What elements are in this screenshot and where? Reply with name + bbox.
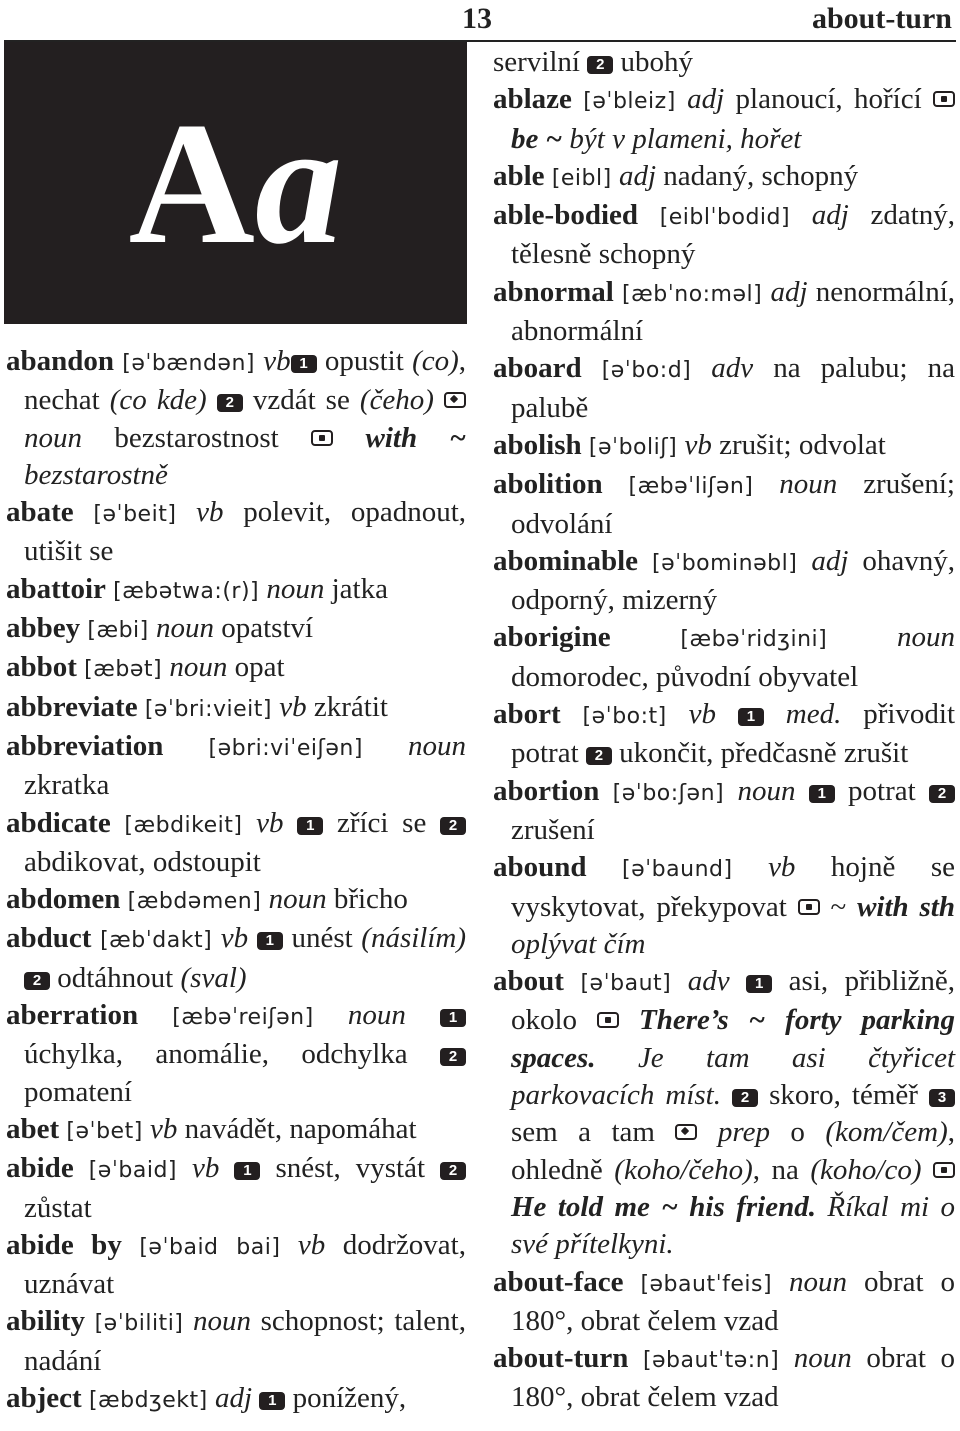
- sense-number: 2: [440, 1162, 466, 1180]
- right-column: [493, 44, 955, 1417]
- part-of-speech: noun: [266, 572, 325, 605]
- part-of-speech: noun: [24, 421, 82, 454]
- headword: about-turn: [493, 1342, 629, 1375]
- definition-text: zkrátit: [306, 690, 388, 723]
- part-of-speech: adj: [811, 544, 849, 577]
- definition-text: planoucí, hořící: [724, 83, 933, 116]
- definition-text: polevit, opadnout, utišit se: [24, 496, 467, 568]
- definition-text: jatka: [324, 572, 388, 605]
- definition-text: domorodec, původní obyvatel: [511, 660, 859, 693]
- pronunciation: [əˈbaut]: [580, 971, 672, 997]
- definition-text: [252, 1382, 259, 1414]
- pronunciation: [əˈbo:t]: [582, 704, 667, 730]
- part-of-speech: adj: [215, 1382, 253, 1415]
- headword: able: [493, 159, 545, 192]
- dictionary-entry: [493, 197, 955, 274]
- definition-text: ohavný, odporný, mizerný: [511, 544, 955, 617]
- part-of-speech: noun: [408, 729, 467, 762]
- definition-text: [219, 1152, 234, 1184]
- definition-text: [207, 384, 217, 416]
- example-translation: oplývat čím: [511, 927, 646, 960]
- part-of-speech: vb: [297, 1228, 326, 1261]
- dictionary-entry: [493, 350, 955, 427]
- pronunciation: [æbˈno:məl]: [622, 281, 763, 307]
- definition-text: abdikovat, odstoupit: [24, 845, 261, 878]
- part-of-speech: noun: [793, 1342, 852, 1375]
- dictionary-entry: [6, 1380, 466, 1419]
- dictionary-entry: [6, 728, 466, 805]
- definition-text: [922, 1154, 933, 1186]
- pronunciation: [æbi]: [87, 618, 149, 644]
- sense-number: 1: [746, 975, 772, 993]
- headword: abate: [6, 496, 74, 529]
- pronunciation: [æbəˈreiʃən]: [172, 1005, 314, 1031]
- definition-text: servilní: [493, 46, 588, 78]
- definition-text: obrat o 180°, obrat čelem vzad: [511, 1342, 956, 1414]
- part-of-speech: adj: [687, 83, 725, 116]
- pronunciation: [əˈbeit]: [93, 502, 177, 528]
- definition-text: obrat o 180°, obrat čelem vzad: [511, 1265, 955, 1337]
- pronunciation: [əbri:viˈeiʃən]: [208, 735, 363, 761]
- definition-text: ubohý: [613, 46, 693, 78]
- definition-text: ~: [819, 890, 858, 923]
- definition-text: zrušení; odvolání: [511, 468, 955, 540]
- part-of-speech: noun: [897, 621, 956, 654]
- dictionary-entry: [493, 543, 955, 620]
- dictionary-entry: [493, 158, 955, 197]
- usage-note: (koho/čeho): [614, 1153, 753, 1186]
- definition-text: zkratka: [24, 769, 110, 802]
- headword: abide: [6, 1152, 74, 1185]
- headword: abound: [493, 851, 587, 884]
- example-translation: Je tam asi čtyřicet parkovacích míst.: [511, 1041, 956, 1112]
- dictionary-entry: [493, 427, 955, 466]
- example-translation: bezstarostně: [24, 458, 168, 491]
- headword: abortion: [493, 774, 600, 807]
- dictionary-entry: [493, 619, 955, 696]
- headword: abide by: [6, 1228, 122, 1261]
- headword: abdomen: [6, 883, 121, 916]
- dictionary-entry: [6, 689, 466, 728]
- pronunciation: [əˈbo:ʃən]: [612, 780, 725, 806]
- headword: abolish: [493, 428, 582, 461]
- definition-text: , ohledně: [511, 1116, 956, 1186]
- definition-text: hojně se vyskytovat, překypovat: [511, 851, 956, 923]
- pronunciation: [æbəˈridʒini]: [680, 627, 828, 653]
- pronunciation: [əˈbiliti]: [94, 1311, 184, 1337]
- definition-text: bezstarostnost: [82, 421, 312, 454]
- sense-number: 2: [929, 785, 955, 803]
- part-of-speech: vb: [279, 690, 307, 723]
- definition-text: unést: [282, 922, 362, 955]
- pronunciation: [əˈbændən]: [122, 351, 255, 376]
- sense-number: 2: [217, 394, 243, 412]
- dictionary-entry: [493, 1340, 955, 1417]
- headword: abnormal: [493, 275, 614, 308]
- headword: abbot: [6, 651, 77, 684]
- sense-number: 2: [732, 1089, 758, 1107]
- example-phrase: with sth: [857, 890, 955, 923]
- part-of-speech: noun: [789, 1265, 848, 1298]
- definition-text: [333, 422, 365, 454]
- definition-text: [248, 922, 257, 954]
- definition-text: [764, 698, 786, 730]
- headword: abbreviation: [6, 729, 164, 762]
- dictionary-entry: [493, 773, 955, 850]
- pronunciation: [əbautˈtə:n]: [642, 1348, 780, 1374]
- usage-note: (kom/čem): [825, 1116, 948, 1149]
- part-of-speech: adj: [811, 199, 849, 232]
- part-of-speech: noun: [737, 774, 796, 807]
- dictionary-entry: [493, 81, 955, 158]
- diamond-marker-icon: [675, 1124, 697, 1140]
- dictionary-entry: [6, 649, 466, 688]
- left-column: [6, 343, 466, 1419]
- part-of-speech: noun: [347, 999, 406, 1032]
- example-phrase: There’s ~ forty parking spaces.: [511, 1004, 956, 1074]
- usage-note: (čeho): [359, 384, 434, 417]
- dictionary-entry: [6, 610, 466, 649]
- part-of-speech: vb: [688, 698, 717, 731]
- definition-text: skoro, téměř: [758, 1079, 930, 1112]
- diamond-marker-icon: [444, 392, 466, 408]
- part-of-speech: vb: [220, 922, 249, 955]
- definition-text: [795, 775, 808, 807]
- definition-text: [721, 1079, 732, 1111]
- part-of-speech: vb: [256, 806, 284, 839]
- sense-number: 1: [257, 932, 283, 950]
- part-of-speech: prep: [717, 1116, 770, 1149]
- definition-text: [730, 965, 747, 997]
- dictionary-entry: [493, 466, 955, 543]
- sense-number: 1: [291, 355, 317, 373]
- headword: about: [493, 965, 564, 998]
- pronunciation: [əˈbri:vieit]: [144, 696, 273, 722]
- sense-number: 2: [587, 56, 613, 74]
- definition-text: potrat: [834, 774, 930, 807]
- pronunciation: [əˈbominəbl]: [652, 550, 798, 576]
- definition-text: [697, 1116, 717, 1148]
- headword: aberration: [6, 999, 139, 1032]
- definition-text: [816, 1191, 827, 1223]
- sense-number: 3: [929, 1089, 955, 1107]
- letter-uppercase: A: [128, 85, 255, 280]
- example-translation: být v plameni, hořet: [569, 122, 802, 155]
- headword: abandon: [6, 345, 115, 377]
- headword: abet: [6, 1112, 60, 1145]
- definition-text: ukončit, předčasně zrušit: [611, 737, 909, 770]
- square-marker-icon: [933, 1162, 955, 1178]
- definition-text: , na: [752, 1153, 811, 1186]
- headword: abolition: [493, 468, 603, 501]
- definition-text: odtáhnout: [50, 961, 181, 994]
- pronunciation: [æbdʒekt]: [88, 1388, 208, 1414]
- headword: ablaze: [493, 83, 572, 116]
- pronunciation: [æbˈdakt]: [100, 928, 213, 954]
- headword: aborigine: [493, 621, 611, 654]
- definition-text: pomatení: [24, 1075, 132, 1108]
- dictionary-entry: [6, 1303, 466, 1380]
- square-marker-icon: [798, 899, 820, 915]
- definition-text: nadaný, schopný: [656, 159, 859, 192]
- part-of-speech: adj: [618, 159, 657, 192]
- headword: abduct: [6, 922, 92, 955]
- dictionary-entry: [6, 343, 466, 494]
- headword: ability: [6, 1305, 85, 1338]
- definition-text: opatství: [214, 612, 314, 645]
- definition-text: vzdát se: [242, 384, 360, 417]
- sense-number: 2: [440, 1048, 466, 1066]
- part-of-speech: noun: [268, 883, 327, 916]
- definition-text: na palubu; na palubě: [511, 352, 956, 424]
- part-of-speech: vb: [768, 851, 796, 884]
- definition-text: přivodit potrat: [511, 698, 956, 770]
- headword: abattoir: [6, 572, 106, 605]
- definition-text: asi, přibližně, okolo: [511, 965, 955, 1037]
- definition-text: [716, 698, 738, 730]
- headword: abort: [493, 698, 561, 731]
- dictionary-entry: [6, 1111, 466, 1150]
- part-of-speech: vb: [192, 1152, 220, 1185]
- definition-text: zdatný, tělesně schopný: [511, 199, 956, 271]
- running-head: about-turn: [811, 2, 952, 35]
- usage-note: (násilím): [361, 922, 467, 955]
- part-of-speech: vb: [196, 496, 224, 529]
- pronunciation: [eibl]: [551, 165, 612, 191]
- dictionary-entry: [493, 963, 955, 1263]
- headword: abbreviate: [6, 690, 138, 723]
- part-of-speech: adv: [711, 352, 754, 385]
- definition-text: zůstat: [24, 1191, 92, 1224]
- pronunciation: [əˈbo:d]: [601, 358, 692, 384]
- headword: aboard: [493, 352, 582, 385]
- dictionary-entry: [6, 494, 466, 571]
- part-of-speech: noun: [156, 612, 214, 645]
- definition-text: [596, 1042, 638, 1074]
- headword: abbey: [6, 612, 81, 645]
- usage-note: (co kde): [109, 384, 207, 417]
- definition-text: zrušení: [511, 813, 595, 846]
- definition-text: sem a tam: [511, 1116, 676, 1149]
- dictionary-entry: [6, 805, 466, 882]
- definition-text: ponížený,: [285, 1382, 407, 1415]
- headword: about-face: [493, 1265, 624, 1298]
- pronunciation: [æbdikeit]: [124, 812, 243, 838]
- sense-number: 1: [259, 1392, 285, 1410]
- dictionary-entry: [6, 920, 466, 997]
- example-phrase: He told me ~ his friend.: [511, 1190, 816, 1223]
- pronunciation: [æbətwa:(r)]: [113, 578, 260, 604]
- usage-note: (sval): [180, 961, 247, 994]
- sense-number: 1: [297, 817, 323, 835]
- pronunciation: [əbautˈfeis]: [640, 1271, 773, 1297]
- definition-text: [434, 384, 444, 416]
- square-marker-icon: [933, 91, 955, 107]
- usage-note: (koho/co): [810, 1153, 922, 1186]
- part-of-speech: vb: [150, 1112, 178, 1145]
- pronunciation: [əˈboliʃ]: [588, 434, 678, 460]
- square-marker-icon: [311, 430, 333, 446]
- definition-text: břicho: [326, 883, 408, 916]
- part-of-speech: noun: [169, 651, 228, 684]
- definition-text: [284, 807, 298, 839]
- part-of-speech: noun: [193, 1305, 252, 1338]
- definition-text: nenormální, abnormální: [511, 275, 956, 348]
- dictionary-entry: [493, 1264, 955, 1341]
- section-letter-block: [4, 42, 467, 324]
- sense-number: 2: [586, 747, 612, 765]
- dictionary-entry: [493, 849, 955, 963]
- dictionary-entry: [6, 997, 466, 1111]
- page-number: 13: [462, 2, 492, 35]
- square-marker-icon: [597, 1012, 619, 1028]
- part-of-speech: vb: [684, 428, 712, 461]
- dictionary-entry: [493, 696, 955, 773]
- definition-text: opat: [227, 651, 285, 684]
- usage-note: med.: [785, 698, 842, 731]
- pronunciation: [əˈbleiz]: [583, 89, 676, 115]
- sense-number: 2: [24, 972, 50, 990]
- definition-text: opustit: [316, 345, 413, 377]
- part-of-speech: adv: [687, 965, 730, 998]
- example-phrase: be ~: [511, 122, 563, 155]
- pronunciation: [əˈbet]: [66, 1118, 143, 1144]
- definition-text: [406, 999, 440, 1031]
- sense-number: 1: [234, 1162, 260, 1180]
- usage-note: (co): [412, 345, 459, 377]
- sense-number: 1: [440, 1009, 466, 1027]
- dictionary-entry: [6, 1227, 466, 1304]
- definition-text: zrušit; odvolat: [711, 428, 886, 461]
- headword: abject: [6, 1382, 82, 1415]
- definition-text: [619, 1004, 639, 1036]
- pronunciation: [æbəˈliʃən]: [628, 474, 754, 500]
- dictionary-entry: [6, 881, 466, 920]
- definition-text: , nechat: [24, 345, 466, 417]
- example-phrase: with ~: [365, 421, 466, 454]
- pronunciation: [æbdəmen]: [127, 889, 262, 915]
- dictionary-entry: [493, 44, 955, 81]
- headword: abominable: [493, 544, 639, 577]
- definition-text: zříci se: [323, 806, 441, 839]
- pronunciation: [əˈbaid bai]: [139, 1234, 281, 1260]
- headword: abdicate: [6, 806, 111, 839]
- dictionary-entry: [6, 1150, 466, 1227]
- pronunciation: [əˈbaund]: [622, 857, 733, 883]
- dictionary-entry: [493, 274, 955, 351]
- pronunciation: [əˈbaid]: [88, 1158, 177, 1184]
- headword: able-bodied: [493, 199, 639, 232]
- part-of-speech: vb: [263, 345, 291, 377]
- definition-text: úchylka, anomálie, odchylka: [24, 1038, 440, 1071]
- dictionary-entry: [6, 571, 466, 610]
- definition-text: dodržovat, uznávat: [24, 1228, 466, 1301]
- definition-text: o: [769, 1116, 826, 1149]
- part-of-speech: adj: [770, 275, 808, 308]
- sense-number: 2: [440, 817, 466, 835]
- part-of-speech: noun: [779, 468, 838, 501]
- letter-lowercase: a: [254, 85, 343, 280]
- definition-text: schopnost; talent, nadání: [24, 1305, 466, 1377]
- sense-number: 1: [809, 785, 835, 803]
- definition-text: navádět, napomáhat: [177, 1112, 417, 1145]
- example-translation: Říkal mi o své přítelkyni.: [511, 1190, 956, 1261]
- pronunciation: [eiblˈbodid]: [659, 205, 791, 231]
- definition-text: snést, vystát: [260, 1152, 441, 1185]
- sense-number: 1: [738, 708, 764, 726]
- pronunciation: [æbət]: [84, 657, 163, 683]
